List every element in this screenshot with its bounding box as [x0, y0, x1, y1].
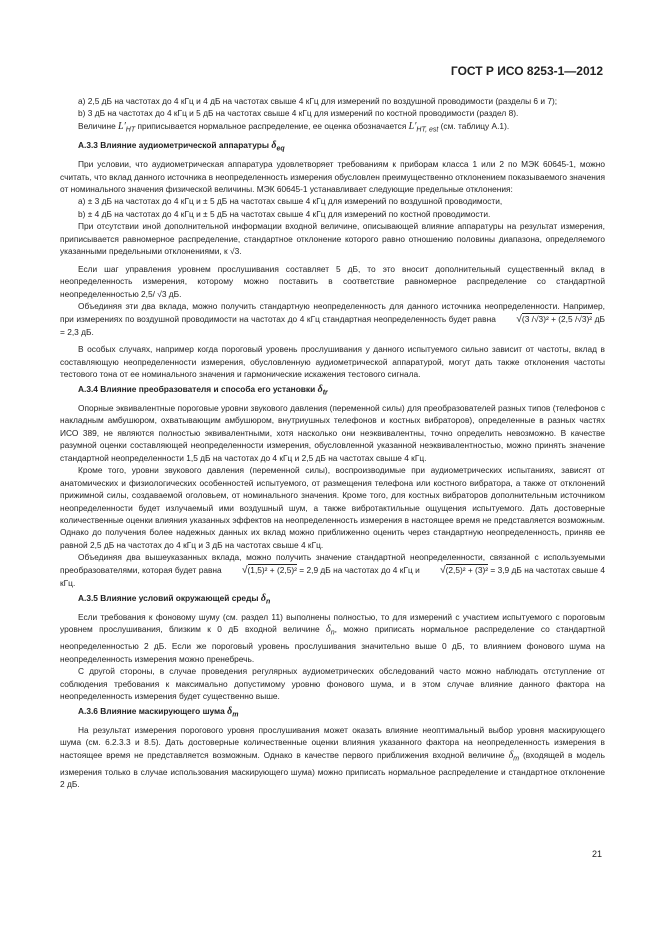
paragraph: Если требования к фоновому шуму (см. раздел 11) выполнены полностью, то для измерений с участием испытуемого с пороговым уровнем прослушивания, близким к 0 дБ входной величине $\delta_n$, можно приписать нормальное распределение со стандартной неопределенностью 2 дБ. Если же пороговый уровень прослушивания значительно выше 0 дБ, то влиянием фонового шума на неопределенность измерения можно пренебречь. — [60, 611, 605, 664]
section-heading-a35: А.3.5 Влияние условий окружающей среды $\delta_n$ — [78, 592, 271, 606]
section-heading-a36: А.3.6 Влияние маскирующего шума $\delta_m$ — [78, 705, 239, 719]
list-item-b: b) 3 дБ на частотах до 4 кГц и 5 дБ на частотах свыше 4 кГц для измерений по костной проводимости (раздел 8). — [78, 108, 519, 119]
paragraph: На результат измерения порогового уровня прослушивания может оказать влияние неоптимальный выбор уровня маскирующего шума (см. 6.2.3.3 и 8.5). Дать достоверные количественные оценки влияния указанного фактора на неопределенность измерения в настоящее время не представляется возможным. Однако в качестве первого приближения входной величине $\delta_m$ (входящей в модель измерения только в случае использования маскирующего шума) можно приписать нормальное распределение и стандартное отклонение 2 дБ. — [60, 724, 605, 790]
paragraph: При отсутствии иной дополнительной информации входной величине, описывающей влияние аппаратуры на результат измерения, приписывается равномерное распределение, стандартное отклонение которого равно отношению половины диапазона, определяемого указанными предельными отклонениями, к √3. — [60, 221, 605, 257]
paragraph: Величине $L'_{HT}$ приписывается нормальное распределение, ее оценка обозначается $L'_{HT, est}$ (см. таблицу А.1). — [78, 120, 510, 134]
paragraph: Кроме того, уровни звукового давления (переменной силы), воспроизводимые при аудиометрических испытаниях, зависят от анатомических и физиологических особенностей испытуемого, от размещения телефона или костного вибратора, а также от отклонений прижимной силы, создаваемой оголовьем, от номинального значения. Кроме того, для костных вибраторов дополнительным источником неопределенности будет излучаемый ими воздушный шум, а также вибротактильные ощущения испытуемого. Дать достоверные количественные оценки влияния указанных эффектов на неопределенность измерения в настоящее время не представляется возможным. Однако до получения более надежных данных их вклад можно приближенно оценить через стандартную неопределенность, приняв ее равной 2,5 дБ на частотах до 4 кГц и 3 дБ на частотах свыше 4 кГц. — [60, 465, 605, 550]
paragraph: Объединяя эти два вклада, можно получить стандартную неопределенность для данного источника неопределенности. Например, при измерениях по воздушной проводимости на частотах до 4 кГц стандартная неопределенность будет равна √(3 /√3)² + (2,5 /√3)² дБ = 2,3 дБ. — [60, 301, 605, 338]
list-item-a: а) ± 3 дБ на частотах до 4 кГц и ± 5 дБ на частотах свыше 4 кГц для измерений по воздушной проводимости, — [78, 196, 503, 207]
list-item-a: а) 2,5 дБ на частотах до 4 кГц и 4 дБ на частотах свыше 4 кГц для измерений по воздушной проводимости (разделы 6 и 7); — [78, 96, 558, 106]
paragraph: В особых случаях, например когда пороговый уровень прослушивания у данного испытуемого сильно зависит от частоты, вклад в составляющую неопределенности измерения, обусловленную аудиометрической аппаратурой, могут дать также отклонения частоты тестового тона от ее номинального значения и гармонические искажения тестового сигнала. — [60, 344, 605, 380]
sqrt-formula: √(3 /√3)² + (2,5 /√3)² — [516, 313, 593, 325]
document-body — [60, 95, 605, 791]
paragraph: С другой стороны, в случае проведения регулярных аудиометрических обследований часто можно наблюдать отступление от соблюдения требования к максимально допустимому уровню фонового шума, и в этом случае влияние данного фактора на неопределенность измерения будет существенно выше. — [60, 666, 605, 702]
list-item-b: b) ± 4 дБ на частотах до 4 кГц и ± 5 дБ на частотах свыше 4 кГц для измерений по костной проводимости. — [78, 208, 491, 219]
document-header: ГОСТ Р ИСО 8253-1—2012 — [450, 64, 603, 78]
page-number: 21 — [591, 849, 602, 859]
paragraph: Если шаг управления уровнем прослушивания составляет 5 дБ, то это вносит дополнительный существенный вклад в неопределенность измерения, которому можно поставить в соответствие равномерное распределение со стандартной неопределенностью 2,5/ √3 дБ. — [60, 263, 605, 299]
sqrt-formula: √(2,5)² + (3)² — [440, 564, 489, 576]
sqrt-formula: √(1,5)² + (2,5)² — [242, 564, 297, 576]
paragraph: Объединяя два вышеуказанных вклада, можно получить значение стандартной неопределенности, связанной с используемыми преобразователями, которая будет равна √(1,5)² + (2,5)² = 2,9 дБ на частотах до 4 кГц и √(2,5)² + (3)² = 3,9 дБ на частотах свыше 4 кГц. — [60, 552, 605, 589]
paragraph: Опорные эквивалентные пороговые уровни звукового давления (переменной силы) для преобразователей разных типов (телефонов с накладным амбушюром, охватывающим амбушюром, внутриушных телефонов и костных вибраторов), определенные в разных частях ИСО 389, не являются полностью эквивалентными, хотя насколько они неэквивалентны, точно определить невозможно. В качестве разумной оценки составляющей неопределенности измерения, обусловленной указанной неэквивалентностью, можно принять значение стандартной неопределенности 1,5 дБ на частотах до 4 кГц и 2,5 дБ на частотах свыше 4 кГц. — [60, 402, 605, 463]
paragraph: При условии, что аудиометрическая аппаратура удовлетворяет требованиям к приборам класса 1 или 2 по МЭК 60645-1, можно считать, что вклад данного источника в неопределенность измерения обусловлен преимущественно отклонением показываемого значения от номинального значения физической величины. МЭК 60645-1 устанавливает следующие предельные отклонения: — [60, 159, 605, 195]
section-heading-a34: А.3.4 Влияние преобразователя и способа его установки $\delta_{tr}$ — [78, 383, 328, 397]
section-heading-a33: А.3.3 Влияние аудиометрической аппаратуры $\delta_{eq}$ — [78, 140, 285, 153]
